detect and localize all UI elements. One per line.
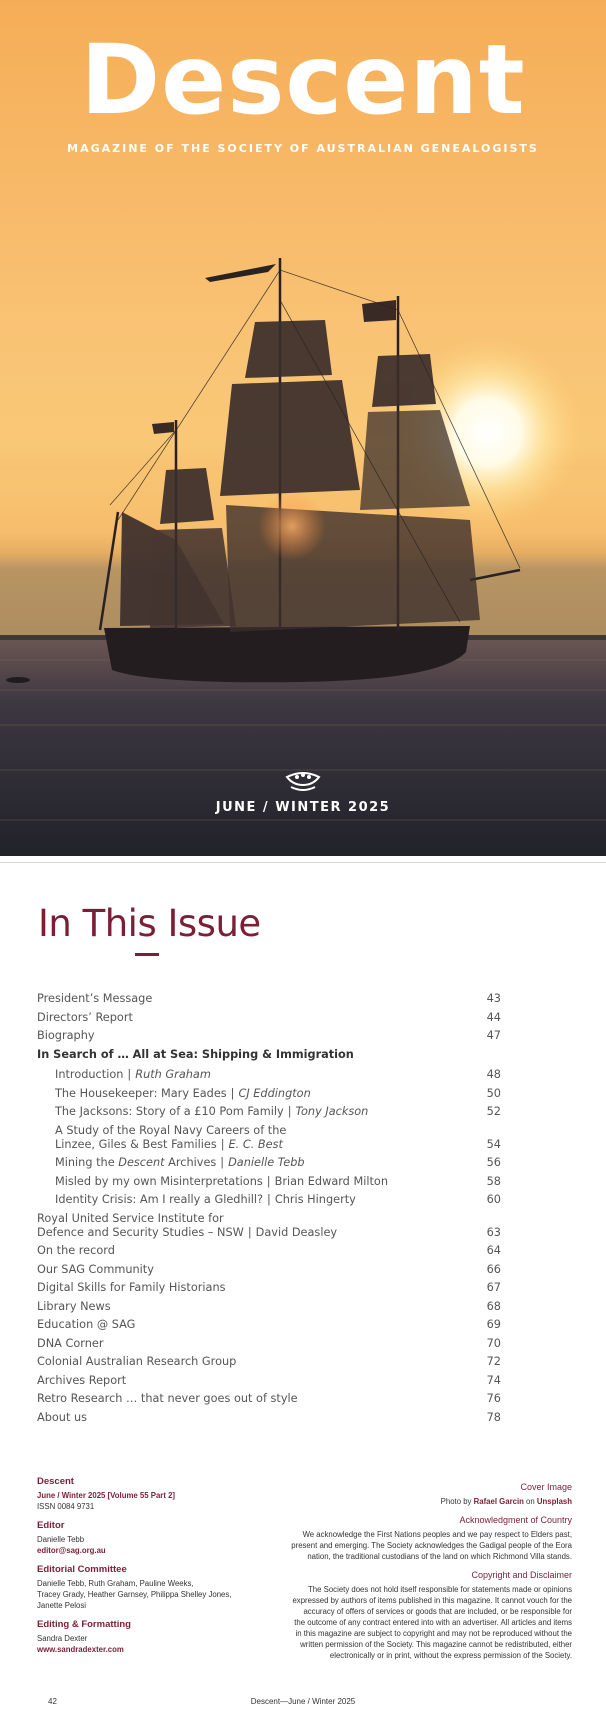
acknowledgment-text: We acknowledge the First Nations peoples and we pay respect to Elders past, present and emerging. The Society acknowledges the Gadigal people of the Eora nation, the traditional custodians of the land on which Richmond Villa stands.: [291, 1530, 572, 1561]
toc-item[interactable]: Retro Research … that never goes out of style 76: [37, 1390, 501, 1409]
toc-page: 50: [486, 1086, 501, 1100]
toc-page: 78: [486, 1410, 501, 1424]
toc-author: Danielle Tebb: [228, 1156, 305, 1169]
committee-names: Janette Pelosi: [37, 1601, 86, 1610]
toc-author: CJ Eddington: [238, 1086, 311, 1100]
toc-item[interactable]: Library News 68: [37, 1298, 501, 1317]
page-divider: [0, 862, 606, 863]
toc-page: 60: [486, 1193, 501, 1206]
toc-page: 63: [486, 1225, 501, 1239]
toc-page: 69: [486, 1318, 501, 1331]
toc-author: Tony Jackson: [295, 1105, 369, 1118]
toc-page: 74: [486, 1373, 501, 1387]
editor-heading: Editor: [37, 1520, 65, 1531]
toc-item[interactable]: Biography 47: [37, 1027, 501, 1046]
toc-page: 76: [486, 1392, 501, 1405]
photographer-link[interactable]: Rafael Garcin: [473, 1497, 524, 1506]
toc-author: Ruth Graham: [135, 1068, 211, 1081]
toc-item[interactable]: On the record 64: [37, 1242, 501, 1261]
toc-item[interactable]: Our SAG Community 66: [37, 1261, 501, 1280]
editor-name: Danielle Tebb: [37, 1535, 85, 1544]
toc-page: 54: [486, 1137, 501, 1151]
toc-item[interactable]: The Jacksons: Story of a £10 Pom Family | Tony Jackson 52: [37, 1103, 501, 1122]
toc-item[interactable]: Digital Skills for Family Historians 67: [37, 1279, 501, 1298]
cover: [0, 0, 606, 856]
toc-page: 43: [486, 992, 501, 1005]
toc-page: 66: [486, 1262, 501, 1276]
heading-rule: [135, 953, 159, 956]
toc-author: Chris Hingerty: [274, 1193, 356, 1206]
cover-image-heading: Cover Image: [520, 1482, 572, 1492]
toc-item[interactable]: Misled by my own Misinterpretations | Brian Edward Milton 58: [37, 1173, 501, 1192]
toc-author: E. C. Best: [228, 1137, 283, 1151]
acknowledgment-heading: Acknowledgment of Country: [459, 1515, 572, 1525]
toc-page: 70: [486, 1336, 501, 1350]
toc-page: 56: [486, 1156, 501, 1169]
committee-names: Tracey Grady, Heather Garnsey, Philippa Shelley Jones,: [37, 1590, 232, 1599]
toc-item[interactable]: Directors’ Report 44: [37, 1009, 501, 1028]
copyright-heading: Copyright and Disclaimer: [471, 1570, 572, 1580]
toc-page: 58: [486, 1174, 501, 1188]
toc-page: 52: [486, 1105, 501, 1118]
toc-item[interactable]: Identity Crisis: Am I really a Gledhill? | Chris Hingerty 60: [37, 1191, 501, 1210]
toc-page: 67: [486, 1281, 501, 1294]
issue-line: June / Winter 2025 [Volume 55 Part 2]: [37, 1491, 176, 1500]
issn: ISSN 0084 9731: [37, 1502, 95, 1511]
contents-heading: In This Issue: [38, 902, 261, 945]
cover-issue-label: JUNE / WINTER 2025: [215, 800, 391, 815]
toc-author: Brian Edward Milton: [274, 1174, 388, 1188]
toc-page: 48: [486, 1068, 501, 1081]
toc-section-heading: In Search of … All at Sea: Shipping & Immigration: [37, 1047, 354, 1061]
masthead-info: [37, 1476, 267, 1663]
society-logo-icon: [283, 767, 323, 791]
photo-credit: Photo by Rafael Garcin on Unsplash: [440, 1497, 572, 1506]
formatting-heading: Editing & Formatting: [37, 1619, 131, 1630]
committee-heading: Editorial Committee: [37, 1564, 127, 1575]
toc-page: 47: [486, 1029, 501, 1042]
toc-item[interactable]: Archives Report 74: [37, 1372, 501, 1391]
toc-item[interactable]: Mining the Descent Archives | Danielle Tebb 56: [37, 1154, 501, 1173]
unsplash-link[interactable]: Unsplash: [536, 1497, 572, 1506]
toc-page: 68: [486, 1299, 501, 1313]
credits-info: [268, 1482, 572, 1669]
footer-running-title: Descent—June / Winter 2025: [250, 1697, 356, 1706]
toc-item[interactable]: Colonial Australian Research Group 72: [37, 1353, 501, 1372]
toc-item[interactable]: A Study of the Royal Navy Careers of the Linzee, Giles & Best Families | E. C. Best 54: [37, 1122, 501, 1155]
toc-item[interactable]: Royal United Service Institute for Defence and Security Studies – NSW | David Deasley 63: [37, 1210, 501, 1243]
toc-page: 64: [486, 1244, 501, 1257]
magazine-subtitle: MAGAZINE OF THE SOCIETY OF AUSTRALIAN GENEALOGISTS: [67, 142, 539, 155]
toc-item[interactable]: Education @ SAG 69: [37, 1316, 501, 1335]
descent-heading: Descent: [37, 1476, 74, 1487]
toc-page: 72: [486, 1355, 501, 1368]
committee-names: Danielle Tebb, Ruth Graham, Pauline Weeks,: [37, 1579, 194, 1588]
table-of-contents: [37, 990, 501, 1427]
editor-email-link[interactable]: editor@sag.org.au: [37, 1546, 106, 1555]
toc-author: David Deasley: [255, 1225, 338, 1239]
toc-item[interactable]: DNA Corner 70: [37, 1335, 501, 1354]
toc-page: 44: [486, 1010, 501, 1024]
footer-page-number: 42: [48, 1697, 57, 1706]
toc-item[interactable]: About us 78: [37, 1409, 501, 1428]
formatting-url-link[interactable]: www.sandradexter.com: [37, 1645, 124, 1654]
copyright-text: The Society does not hold itself responsible for statements made or opinions expressed by authors of items published in this magazine. It cannot vouch for the accuracy of offers of services or goods that are included, or be responsible for the outcome of any contract entered into with an advertiser. All articles and items in this magazine are subject to copyright and may not be reproduced without the written permission of the Society. This magazine cannot be redistributed, either electronically or in print, without the express permission of the Society.: [292, 1585, 572, 1660]
toc-item[interactable]: Introduction | Ruth Graham 48: [37, 1066, 501, 1085]
toc-item[interactable]: The Housekeeper: Mary Eades | CJ Eddington 50: [37, 1085, 501, 1104]
formatting-name: Sandra Dexter: [37, 1634, 88, 1643]
magazine-title: Descent: [80, 24, 526, 136]
toc-item[interactable]: President’s Message 43: [37, 990, 501, 1009]
